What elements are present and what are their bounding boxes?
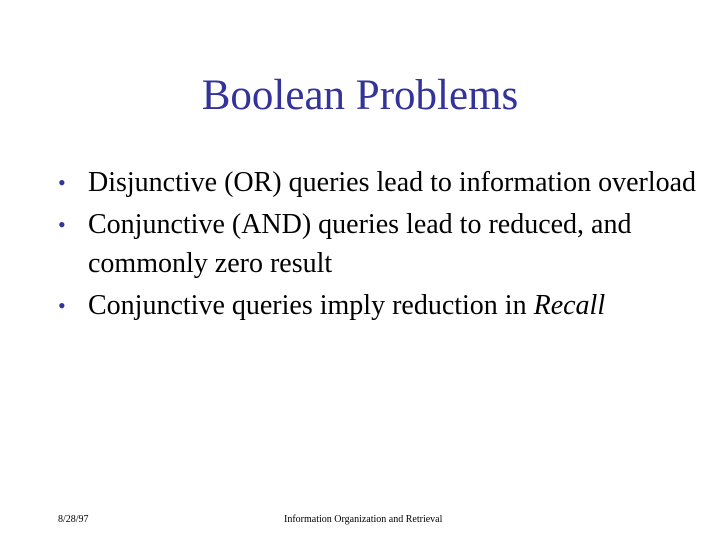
bullet-icon: •	[58, 212, 66, 237]
footer-course-title: Information Organization and Retrieval	[284, 514, 443, 525]
bullet-text: Conjunctive queries imply reduction in	[88, 290, 527, 321]
bullet-item-conjunctive	[58, 205, 698, 283]
bullet-item-disjunctive	[58, 163, 698, 202]
bullet-text: Conjunctive (AND) queries lead to reduced, and commonly zero result	[88, 209, 632, 279]
slide-title: Boolean Problems	[201, 72, 519, 119]
footer-date: 8/28/97	[58, 514, 89, 525]
recall-term: Recall	[533, 290, 606, 321]
bullet-text: Disjunctive (OR) queries lead to information overload	[88, 167, 697, 198]
bullet-icon: •	[58, 170, 66, 195]
bullet-list	[58, 163, 698, 328]
bullet-item-recall	[58, 286, 698, 325]
bullet-icon: •	[58, 293, 66, 318]
